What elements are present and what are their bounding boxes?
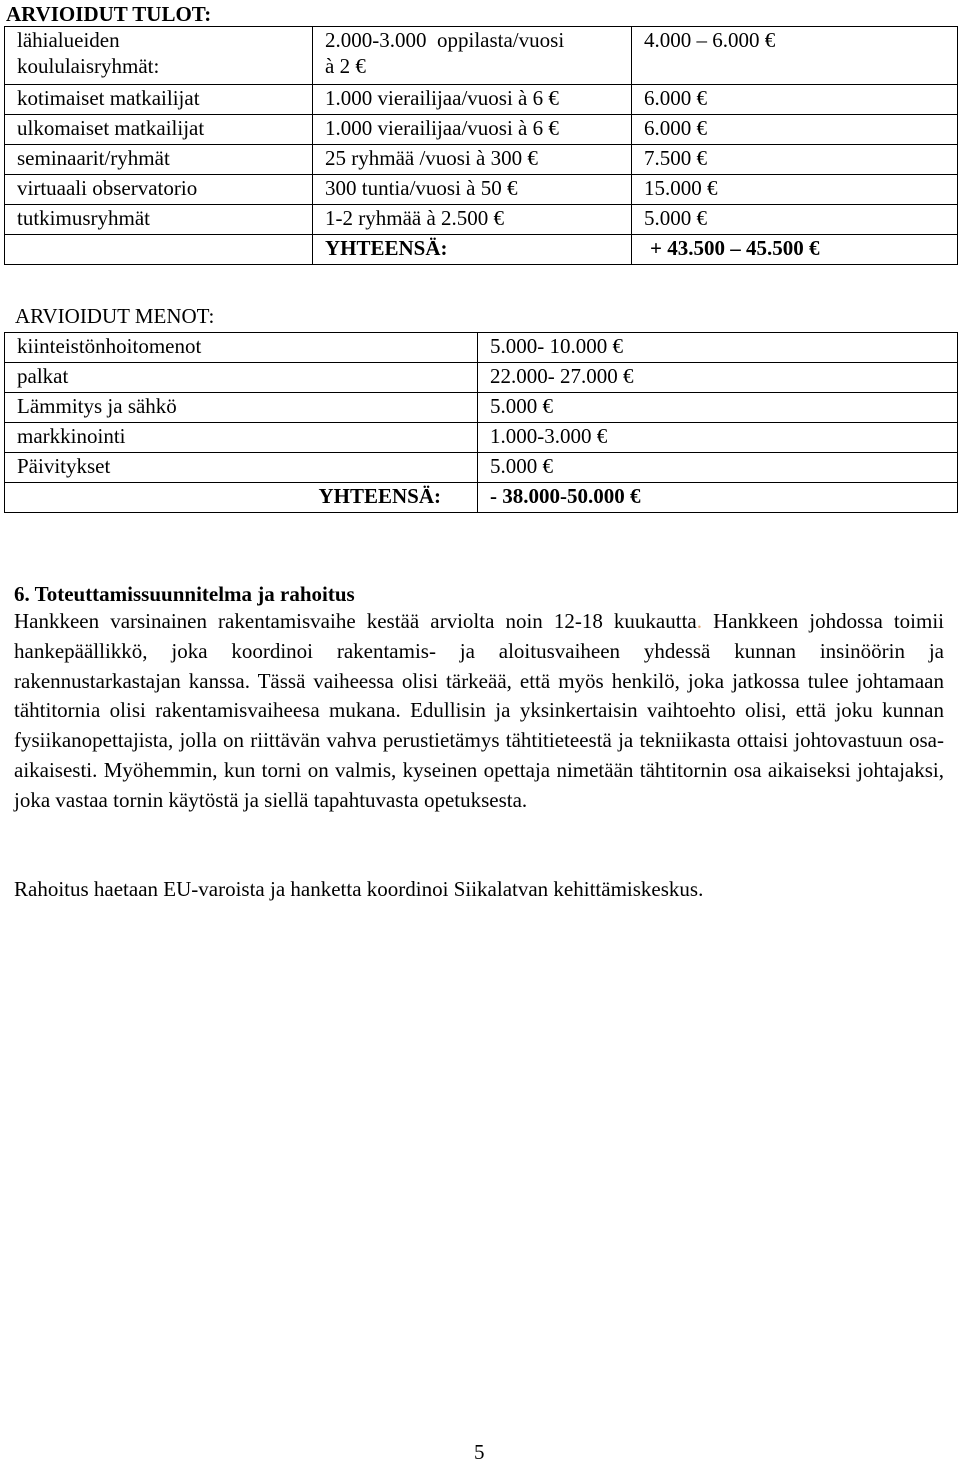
expense-amount-text: 22.000- 27.000 € (490, 364, 634, 388)
expenses-total-label (5, 483, 478, 513)
income-label (5, 145, 313, 175)
income-detail (313, 145, 632, 175)
table-row (5, 115, 958, 145)
income-label-line: seminaarit/ryhmät (17, 146, 170, 170)
table-row (5, 145, 958, 175)
income-detail-line: 1-2 ryhmää à 2.500 € (325, 206, 505, 230)
income-label (5, 85, 313, 115)
section-title: 6. Toteuttamissuunnitelma ja rahoitus (14, 582, 355, 606)
expenses-total-value (478, 483, 958, 513)
page-number: 5 (474, 1440, 485, 1464)
table-row (5, 27, 958, 85)
expense-amount (478, 363, 958, 393)
income-amount-text: 6.000 € (644, 116, 707, 140)
income-label (5, 175, 313, 205)
paragraph-text: Hankkeen varsinainen rakentamisvaihe kestää arviolta noin 12-18 kuukautta (14, 609, 697, 633)
table-row (5, 85, 958, 115)
income-amount-text: 6.000 € (644, 86, 707, 110)
income-total-value (632, 235, 958, 265)
income-total-label-text: YHTEENSÄ: (325, 236, 448, 260)
income-detail-line: 1.000 vierailijaa/vuosi à 6 € (325, 116, 559, 140)
expenses-table (4, 332, 958, 513)
table-row (5, 453, 958, 483)
income-heading: ARVIOIDUT TULOT: (6, 2, 212, 26)
expense-amount-text: 1.000-3.000 € (490, 424, 608, 448)
paragraph-mark: . (696, 609, 702, 633)
expense-label (5, 423, 478, 453)
table-row (5, 363, 958, 393)
table-row (5, 205, 958, 235)
income-amount-text: 15.000 € (644, 176, 718, 200)
income-detail-line: à 2 € (325, 54, 366, 78)
expense-label-text: Lämmitys ja sähkö (17, 394, 177, 418)
expenses-total-row (5, 483, 958, 513)
expense-amount (478, 453, 958, 483)
expense-label-text: markkinointi (17, 424, 126, 448)
table-row (5, 393, 958, 423)
expense-amount (478, 423, 958, 453)
income-total-label (313, 235, 632, 265)
income-amount (632, 115, 958, 145)
income-amount-text: 7.500 € (644, 146, 707, 170)
table-row (5, 175, 958, 205)
income-label-line: kotimaiset matkailijat (17, 86, 200, 110)
income-amount (632, 145, 958, 175)
income-label (5, 115, 313, 145)
paragraph-implementation (14, 607, 944, 816)
income-amount-text: 4.000 – 6.000 € (644, 28, 776, 52)
income-label-line: lähialueiden (17, 28, 120, 52)
income-detail (313, 175, 632, 205)
income-label-line: koululaisryhmät: (17, 54, 160, 78)
income-label (5, 205, 313, 235)
expenses-total-label-text: YHTEENSÄ: (318, 484, 441, 508)
income-label-line: virtuaali observatorio (17, 176, 198, 200)
paragraph-text: Hankkeen johdossa toimii hankepäällikkö, joka koordinoi rakentamis- ja aloitusvaiheen yhdessä kunnan insinöörin ja rakennustarkastajan kanssa. Tässä vaiheessa olisi tärkeää, että myös henkilö, joka jatkossa tulee johtamaan tähtitornia olisi rakentamisvaiheesa mukana. Edullisin ja yksinkertaisin vaihtoehto olisi, että joku kunnan fysiikanopettajista, jolla on riittävän vahva perustietämys tähtitieteestä ja tekniikasta ottaisi johtovastuun osa-aikaisesti. Myöhemmin, kun torni on valmis, kyseinen opettaja nimetään tähtitornin osa aikaiseksi johtajaksi, joka vastaa tornin käytöstä ja siellä tapahtuvasta opetuksesta. (14, 609, 944, 812)
income-detail-line: 2.000-3.000 oppilasta/vuosi (325, 28, 565, 52)
income-detail-line: 300 tuntia/vuosi à 50 € (325, 176, 518, 200)
expense-label-text: palkat (17, 364, 69, 388)
expense-amount (478, 393, 958, 423)
income-table (4, 26, 958, 265)
income-total-row (5, 235, 958, 265)
income-detail (313, 115, 632, 145)
expense-amount-text: 5.000 € (490, 394, 553, 418)
expense-label (5, 333, 478, 363)
expense-label (5, 393, 478, 423)
income-total-value-text: + 43.500 – 45.500 € (650, 236, 820, 260)
income-amount (632, 27, 958, 85)
expense-amount-text: 5.000 € (490, 454, 553, 478)
income-label-line: ulkomaiset matkailijat (17, 116, 205, 140)
income-detail-line: 1.000 vierailijaa/vuosi à 6 € (325, 86, 559, 110)
income-detail (313, 27, 632, 85)
income-detail (313, 205, 632, 235)
table-row (5, 333, 958, 363)
expense-amount (478, 333, 958, 363)
expense-label-text: Päivitykset (17, 454, 111, 478)
expense-label-text: kiinteistönhoitomenot (17, 334, 202, 358)
income-label (5, 27, 313, 85)
expense-label (5, 453, 478, 483)
income-label-line: tutkimusryhmät (17, 206, 150, 230)
expenses-total-value-text: - 38.000-50.000 € (490, 484, 641, 508)
table-row (5, 423, 958, 453)
expense-amount-text: 5.000- 10.000 € (490, 334, 623, 358)
income-detail-line: 25 ryhmää /vuosi à 300 € (325, 146, 538, 170)
income-total-spacer (5, 235, 313, 265)
income-detail (313, 85, 632, 115)
income-amount (632, 175, 958, 205)
expenses-heading: ARVIOIDUT MENOT: (15, 304, 215, 328)
paragraph-funding: Rahoitus haetaan EU-varoista ja hanketta koordinoi Siikalatvan kehittämiskeskus. (14, 877, 704, 901)
income-amount (632, 85, 958, 115)
income-amount (632, 205, 958, 235)
income-amount-text: 5.000 € (644, 206, 707, 230)
expense-label (5, 363, 478, 393)
